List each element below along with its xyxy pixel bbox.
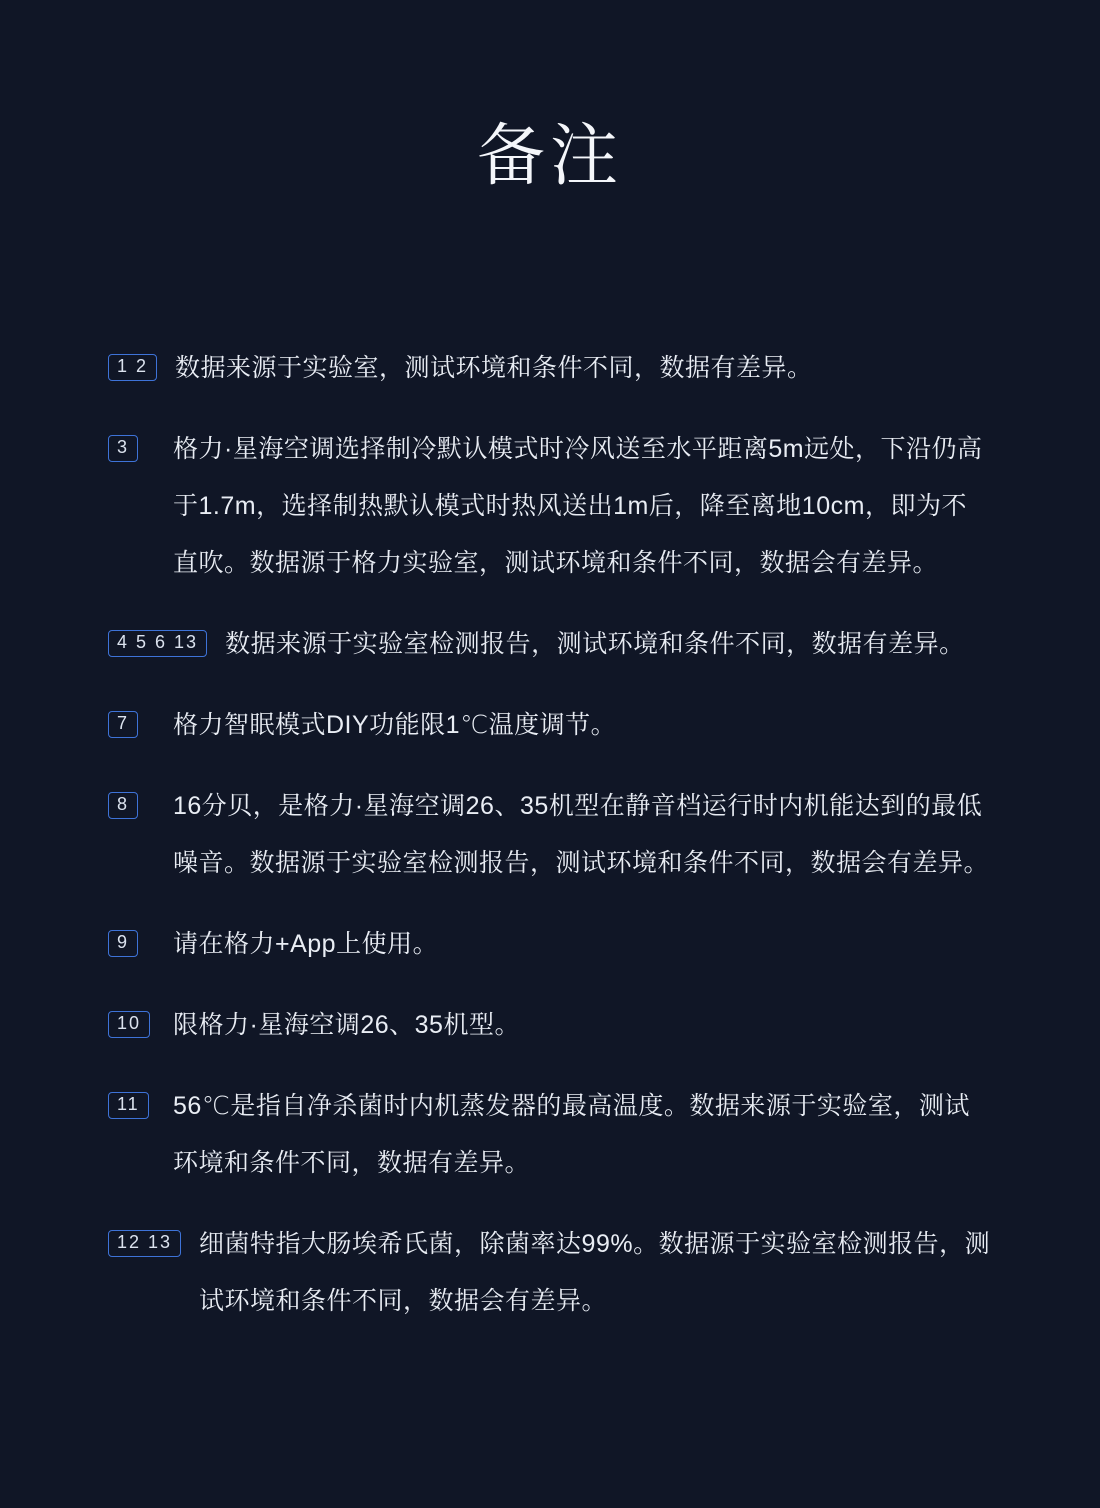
note-ref-badge: 9 xyxy=(108,930,138,957)
note-ref-badge-cell xyxy=(108,916,155,957)
note-text: 数据来源于实验室，测试环境和条件不同，数据有差异。 xyxy=(175,354,813,382)
note-ref-badge-cell xyxy=(108,778,155,819)
note-ref-badge-cell xyxy=(108,616,207,657)
note-text: 格力智眠模式DIY功能限1℃温度调节。 xyxy=(173,711,617,739)
note-text: 56℃是指自净杀菌时内机蒸发器的最高温度。数据来源于实验室，测试环境和条件不同，数据有差异。 xyxy=(173,1092,970,1177)
note-row xyxy=(108,997,992,1054)
note-ref-badge: 11 xyxy=(108,1092,149,1119)
note-text: 16分贝，是格力·星海空调26、35机型在静音档运行时内机能达到的最低噪音。数据源于实验室检测报告，测试环境和条件不同，数据会有差异。 xyxy=(173,792,990,877)
note-text: 数据来源于实验室检测报告，测试环境和条件不同，数据有差异。 xyxy=(225,630,965,658)
note-ref-badge-cell xyxy=(108,697,155,738)
note-ref-badge: 7 xyxy=(108,711,138,738)
note-ref-badge-cell xyxy=(108,997,155,1038)
note-row xyxy=(108,916,992,973)
note-ref-badge: 10 xyxy=(108,1011,150,1038)
note-row xyxy=(108,616,992,673)
note-ref-badge: 3 xyxy=(108,435,138,462)
note-ref-badge-cell xyxy=(108,1216,181,1257)
note-ref-badge: 12 13 xyxy=(108,1230,181,1257)
note-row xyxy=(108,697,992,754)
page-title: 备注 xyxy=(476,118,623,194)
note-row xyxy=(108,778,992,892)
note-row xyxy=(108,1078,992,1192)
note-text: 请在格力+App上使用。 xyxy=(173,930,439,958)
note-ref-badge-cell xyxy=(108,1078,155,1119)
note-ref-badge-cell xyxy=(108,421,155,462)
note-text: 限格力·星海空调26、35机型。 xyxy=(173,1011,520,1039)
note-row xyxy=(108,340,992,397)
note-ref-badge-cell xyxy=(108,340,157,381)
note-row xyxy=(108,1216,992,1330)
note-ref-badge: 4 5 6 13 xyxy=(108,630,207,657)
notes-list xyxy=(0,340,1100,1330)
note-text: 格力·星海空调选择制冷默认模式时冷风送至水平距离5m远处，下沿仍高于1.7m，选择制热默认模式时热风送出1m后，降至离地10cm，即为不直吹。数据源于格力实验室，测试环境和条件不同，数据会有差异。 xyxy=(173,435,983,577)
note-ref-badge: 8 xyxy=(108,792,138,819)
note-ref-badge: 1 2 xyxy=(108,354,157,381)
note-text: 细菌特指大肠埃希氏菌，除菌率达99%。数据源于实验室检测报告，测试环境和条件不同，数据会有差异。 xyxy=(199,1230,991,1315)
note-row xyxy=(108,421,992,592)
